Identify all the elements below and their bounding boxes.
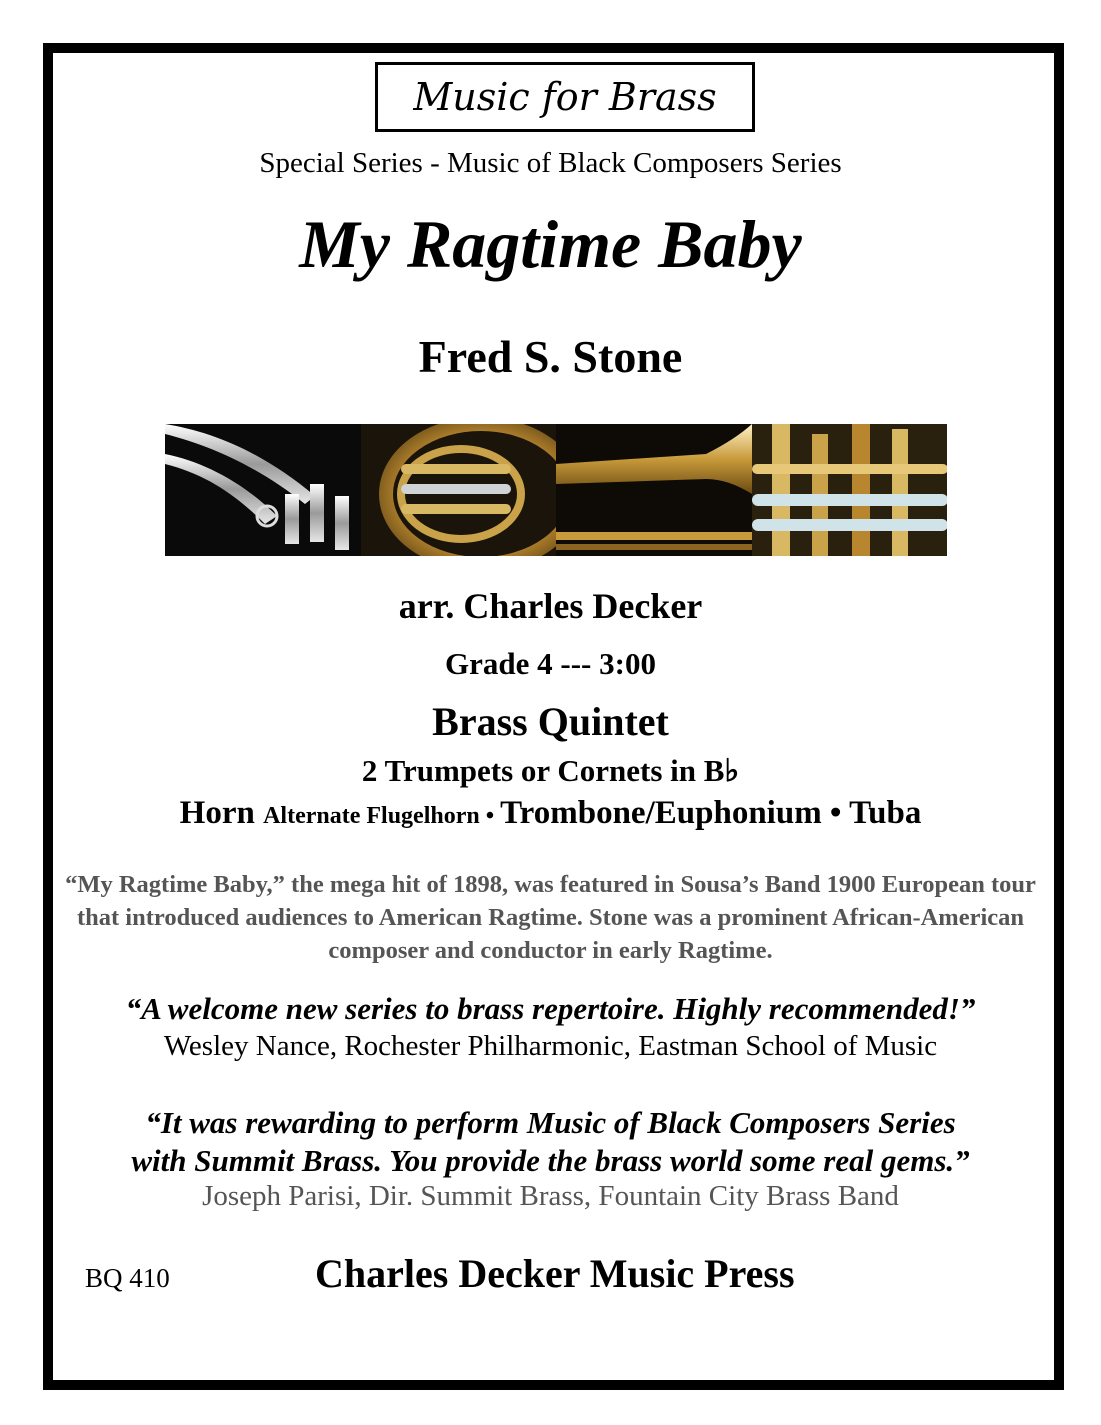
instrument-photo-strip xyxy=(165,424,947,556)
trumpet-photo xyxy=(165,424,361,556)
quote-2 xyxy=(0,1104,1101,1180)
quote-1-attribution: Wesley Nance, Rochester Philharmonic, Eastman School of Music xyxy=(163,1030,938,1062)
trombone-photo xyxy=(556,424,752,556)
horn-label: Horn xyxy=(179,795,255,831)
quote-2-line-1: “It was rewarding to perform Music of Black Composers Series xyxy=(145,1105,956,1140)
tuba-photo xyxy=(752,424,948,556)
ensemble-type: Brass Quintet xyxy=(432,699,669,744)
arranger: arr. Charles Decker xyxy=(398,586,703,626)
quote-2-attribution: Joseph Parisi, Dir. Summit Brass, Fountain City Brass Band xyxy=(202,1180,899,1212)
instrumentation-rest: Trombone/Euphonium • Tuba xyxy=(500,795,922,831)
horn-alternate: Alternate Flugelhorn xyxy=(263,803,480,829)
publisher: Charles Decker Music Press xyxy=(315,1251,795,1296)
composer-name: Fred S. Stone xyxy=(418,331,683,382)
bullet-separator: • xyxy=(479,803,501,829)
brand-title: Music for Brass xyxy=(413,75,717,119)
catalog-code: BQ 410 xyxy=(85,1263,170,1293)
series-subtitle: Special Series - Music of Black Composers Series xyxy=(259,147,842,179)
instrumentation-line-1: 2 Trumpets or Cornets in B♭ xyxy=(361,753,740,788)
grade-duration: Grade 4 --- 3:00 xyxy=(445,646,656,681)
instrumentation-line-2 xyxy=(0,795,1101,832)
description: “My Ragtime Baby,” the mega hit of 1898, was featured in Sousa’s Band 1900 European tour that introduced audiences to American Ragtime. Stone was a prominent African-American composer and conductor in early Ragtime. xyxy=(65,871,1036,964)
brand-box xyxy=(375,62,755,132)
quote-1: “A welcome new series to brass repertoire. Highly recommended!” xyxy=(125,991,976,1026)
horn-photo xyxy=(361,424,557,556)
piece-title: My Ragtime Baby xyxy=(299,206,802,282)
quote-2-line-2: with Summit Brass. You provide the brass world some real gems.” xyxy=(131,1143,970,1178)
